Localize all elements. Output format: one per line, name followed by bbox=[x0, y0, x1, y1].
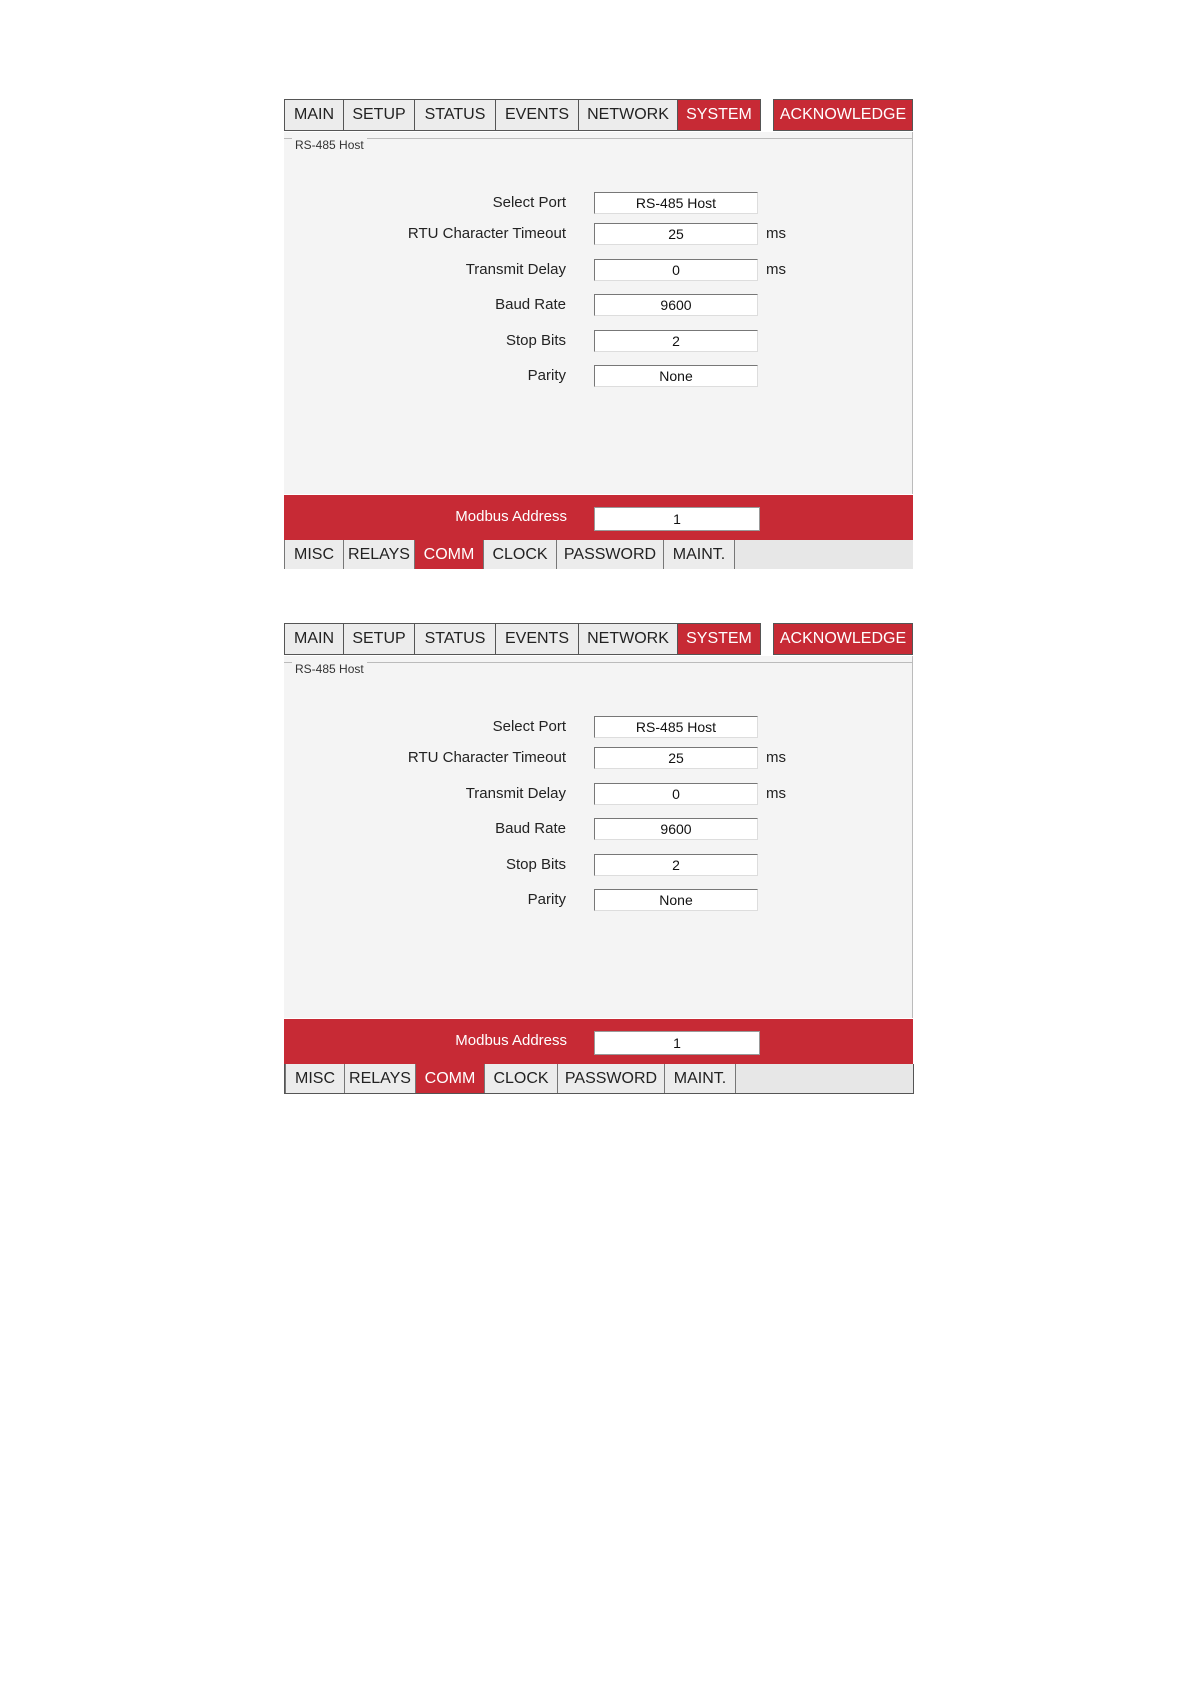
select-port-label: Select Port bbox=[492, 718, 566, 735]
tab-setup[interactable]: SETUP bbox=[343, 99, 415, 131]
bottom-tab-bar bbox=[284, 1064, 914, 1094]
stop-bits-dropdown[interactable]: 2 bbox=[594, 330, 758, 352]
field-baud-rate bbox=[284, 818, 912, 842]
baud-rate-label: Baud Rate bbox=[495, 296, 566, 313]
select-port-dropdown[interactable]: RS-485 Host bbox=[594, 716, 758, 738]
tab-password[interactable]: PASSWORD bbox=[557, 1064, 665, 1093]
transmit-delay-unit: ms bbox=[766, 785, 786, 802]
modbus-address-bar bbox=[284, 1019, 913, 1064]
stop-bits-dropdown[interactable]: 2 bbox=[594, 854, 758, 876]
tab-relays[interactable]: RELAYS bbox=[343, 540, 415, 569]
field-stop-bits bbox=[284, 854, 912, 878]
top-tab-bar bbox=[284, 623, 913, 655]
field-rtu-timeout bbox=[284, 747, 912, 771]
group-box-line bbox=[284, 662, 912, 676]
tab-network[interactable]: NETWORK bbox=[578, 623, 678, 655]
transmit-delay-input[interactable]: 0 bbox=[594, 783, 758, 805]
field-transmit-delay bbox=[284, 259, 912, 283]
field-stop-bits bbox=[284, 330, 912, 354]
acknowledge-button[interactable]: ACKNOWLEDGE bbox=[773, 99, 913, 131]
baud-rate-dropdown[interactable]: 9600 bbox=[594, 818, 758, 840]
tab-comm[interactable]: COMM bbox=[415, 1064, 485, 1093]
modbus-address-label: Modbus Address bbox=[455, 1032, 567, 1049]
settings-screen-2 bbox=[284, 623, 913, 1095]
transmit-delay-unit: ms bbox=[766, 261, 786, 278]
rtu-timeout-input[interactable]: 25 bbox=[594, 747, 758, 769]
group-box-title: RS-485 Host bbox=[292, 662, 367, 676]
acknowledge-button[interactable]: ACKNOWLEDGE bbox=[773, 623, 913, 655]
stop-bits-label: Stop Bits bbox=[505, 856, 566, 873]
transmit-delay-input[interactable]: 0 bbox=[594, 259, 758, 281]
select-port-label: Select Port bbox=[492, 194, 566, 211]
group-box-line bbox=[284, 138, 912, 152]
rtu-timeout-label: RTU Character Timeout bbox=[407, 749, 566, 766]
parity-label: Parity bbox=[527, 367, 566, 384]
tab-status[interactable]: STATUS bbox=[414, 99, 496, 131]
modbus-address-input[interactable]: 1 bbox=[594, 1031, 760, 1055]
tab-setup[interactable]: SETUP bbox=[343, 623, 415, 655]
tab-main[interactable]: MAIN bbox=[284, 623, 344, 655]
top-tab-bar bbox=[284, 99, 913, 131]
tab-main[interactable]: MAIN bbox=[284, 99, 344, 131]
transmit-delay-label: Transmit Delay bbox=[465, 785, 566, 802]
group-box-title: RS-485 Host bbox=[292, 138, 367, 152]
field-parity bbox=[284, 889, 912, 913]
transmit-delay-label: Transmit Delay bbox=[465, 261, 566, 278]
modbus-address-bar bbox=[284, 495, 913, 540]
field-transmit-delay bbox=[284, 783, 912, 807]
select-port-dropdown[interactable]: RS-485 Host bbox=[594, 192, 758, 214]
rtu-timeout-unit: ms bbox=[766, 225, 786, 242]
tab-system[interactable]: SYSTEM bbox=[677, 99, 761, 131]
field-select-port bbox=[284, 716, 912, 740]
field-baud-rate bbox=[284, 294, 912, 318]
tab-maint[interactable]: MAINT. bbox=[664, 1064, 736, 1093]
modbus-address-input[interactable]: 1 bbox=[594, 507, 760, 531]
stop-bits-label: Stop Bits bbox=[505, 332, 566, 349]
baud-rate-label: Baud Rate bbox=[495, 820, 566, 837]
tab-clock[interactable]: CLOCK bbox=[484, 1064, 558, 1093]
parity-dropdown[interactable]: None bbox=[594, 365, 758, 387]
tab-password[interactable]: PASSWORD bbox=[556, 540, 664, 569]
field-rtu-timeout bbox=[284, 223, 912, 247]
field-parity bbox=[284, 365, 912, 389]
rtu-timeout-unit: ms bbox=[766, 749, 786, 766]
modbus-address-label: Modbus Address bbox=[455, 508, 567, 525]
baud-rate-dropdown[interactable]: 9600 bbox=[594, 294, 758, 316]
rs485-host-panel bbox=[284, 656, 913, 1018]
parity-label: Parity bbox=[527, 891, 566, 908]
tab-comm[interactable]: COMM bbox=[414, 540, 484, 569]
tab-misc[interactable]: MISC bbox=[284, 540, 344, 569]
tab-status[interactable]: STATUS bbox=[414, 623, 496, 655]
tab-clock[interactable]: CLOCK bbox=[483, 540, 557, 569]
tab-system[interactable]: SYSTEM bbox=[677, 623, 761, 655]
tab-maint[interactable]: MAINT. bbox=[663, 540, 735, 569]
rtu-timeout-label: RTU Character Timeout bbox=[407, 225, 566, 242]
bottom-tab-bar bbox=[284, 540, 913, 569]
tab-events[interactable]: EVENTS bbox=[495, 623, 579, 655]
rs485-host-panel bbox=[284, 132, 913, 494]
tab-misc[interactable]: MISC bbox=[285, 1064, 345, 1093]
rtu-timeout-input[interactable]: 25 bbox=[594, 223, 758, 245]
settings-screen-1 bbox=[284, 99, 913, 571]
parity-dropdown[interactable]: None bbox=[594, 889, 758, 911]
tab-events[interactable]: EVENTS bbox=[495, 99, 579, 131]
tab-relays[interactable]: RELAYS bbox=[344, 1064, 416, 1093]
tab-network[interactable]: NETWORK bbox=[578, 99, 678, 131]
field-select-port bbox=[284, 192, 912, 216]
